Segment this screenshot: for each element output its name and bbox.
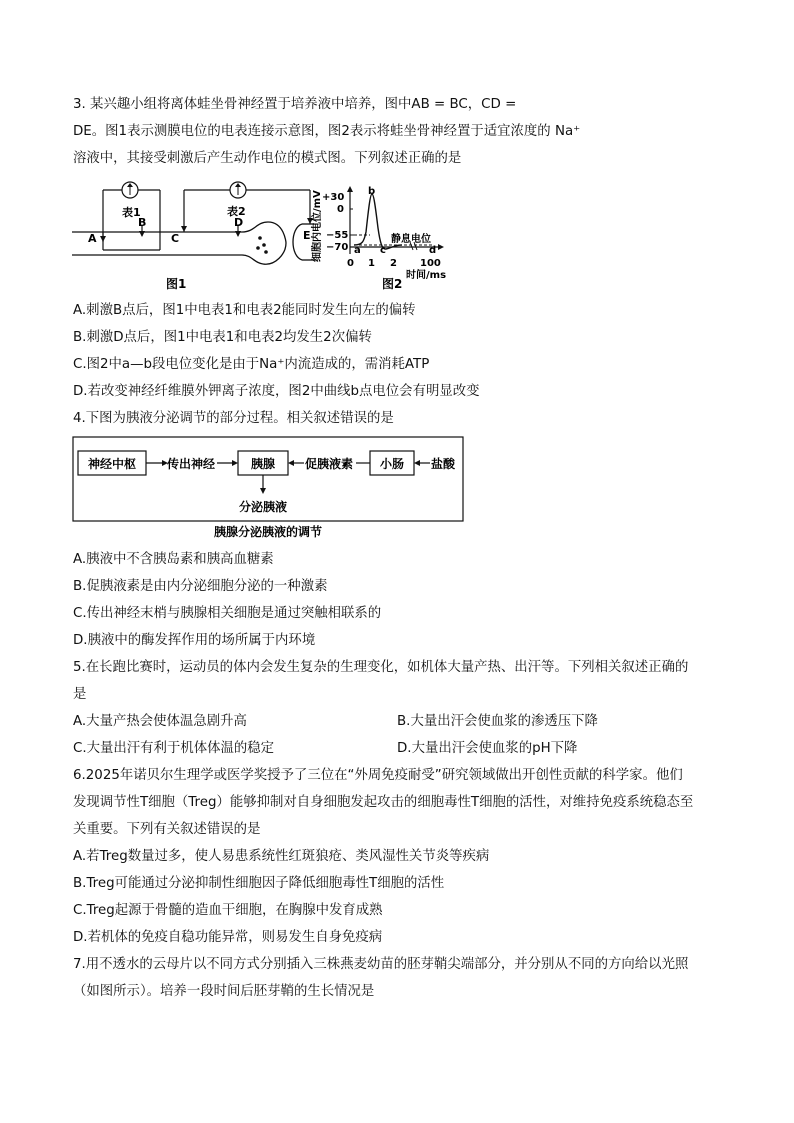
q4-option-b: B.促胰液素是由内分泌细胞分泌的一种激素 (73, 579, 328, 594)
secrete-pancreatic-juice-label: 分泌胰液 (238, 500, 288, 514)
point-b-label: B (138, 216, 147, 229)
figure-2-caption: 图2 (382, 277, 403, 291)
xtick-0: 0 (347, 258, 354, 269)
q6-option-b: B.Treg可能通过分泌抑制性细胞因子降低细胞毒性T细胞的活性 (73, 876, 445, 891)
q3-option-d: D.若改变神经纤维膜外钾离子浓度，图2中曲线b点电位会有明显改变 (73, 384, 480, 399)
xtick-100: 100 (420, 258, 441, 269)
q7-stem-line2: （如图所示）。培养一段时间后胚芽鞘的生长情况是 (73, 984, 375, 999)
q3-option-a: A.刺激B点后，图1中电表1和电表2能同时发生向左的偏转 (73, 303, 416, 318)
q6-stem-line2: 发现调节性T细胞（Treg）能够抑制对自身细胞发起攻击的细胞毒性T细胞的活性，对维持免疫系统稳态至 (73, 795, 694, 810)
figure-1-diagram (70, 176, 315, 294)
q5-stem-line2: 是 (73, 687, 87, 702)
pancreas-regulation-diagram (72, 436, 464, 544)
q6-stem-line1: 6.2025年诺贝尔生理学或医学奖授予了三位在“外周免疫耐受”研究领域做出开创性贡献的科学家。他们 (73, 768, 683, 783)
box-small-intestine: 小肠 (379, 457, 405, 471)
q3-stem-line1: 3. 某兴趣小组将离体蛙坐骨神经置于培养液中培养，图中AB = BC，CD = (73, 97, 517, 112)
q6-option-d: D.若机体的免疫自稳功能异常，则易发生自身免疫病 (73, 930, 383, 945)
hydrochloric-acid-label: 盐酸 (431, 457, 456, 471)
box-nerve-center: 神经中枢 (87, 457, 137, 471)
point-a-label: A (88, 232, 97, 245)
q4-option-d: D.胰液中的酶发挥作用的场所属于内环境 (73, 633, 316, 648)
figure-2-chart (310, 184, 455, 294)
q7-stem-line1: 7.用不透水的云母片以不同方式分别插入三株燕麦幼苗的胚芽鞘尖端部分，并分别从不同的方向给以光照 (73, 957, 689, 972)
q3-option-c: C.图2中a—b段电位变化是由于Na⁺内流造成的，需消耗ATP (73, 357, 430, 372)
figure-1-caption: 图1 (166, 277, 187, 291)
q3-stem-line2: DE。图1表示测膜电位的电表连接示意图，图2表示将蛙坐骨神经置于适宜浓度的 Na⁺ (73, 124, 581, 139)
q5-option-a: A.大量产热会使体温急剧升高 (73, 714, 247, 729)
box-pancreas: 胰腺 (250, 457, 276, 471)
ytick-0: 0 (337, 204, 344, 215)
q6-stem-line3: 关重要。下列有关叙述错误的是 (73, 822, 261, 837)
figure-2-ylabel: 细胞内电位/mV (312, 190, 323, 262)
fig2-point-c: c (380, 245, 386, 256)
q5-option-b: B.大量出汗会使血浆的渗透压下降 (397, 714, 598, 729)
q3-stem-line3: 溶液中，其接受刺激后产生动作电位的模式图。下列叙述正确的是 (73, 151, 462, 166)
q3-option-b: B.刺激D点后，图1中电表1和电表2均发生2次偏转 (73, 330, 372, 345)
point-c-label: C (171, 232, 180, 245)
fig2-point-b: b (368, 186, 376, 197)
diagram-caption: 胰腺分泌胰液的调节 (213, 525, 323, 539)
point-d-label: D (234, 216, 244, 229)
q6-option-a: A.若Treg数量过多，使人易患系统性红斑狼疮、类风湿性关节炎等疾病 (73, 849, 490, 864)
q4-option-a: A.胰液中不含胰岛素和胰高血糖素 (73, 552, 274, 567)
q6-option-c: C.Treg起源于骨髓的造血干细胞，在胸腺中发育成熟 (73, 903, 383, 918)
q4-option-c: C.传出神经末梢与胰腺相关细胞是通过突触相联系的 (73, 606, 382, 621)
secretin-label: 促胰液素 (305, 457, 354, 471)
fig2-point-a: a (354, 245, 361, 256)
resting-potential-label: 静息电位 (391, 234, 431, 245)
point-e-label: E (303, 229, 311, 242)
ytick-plus30: +30 (322, 192, 345, 203)
figure-2-xlabel: 时间/ms (406, 270, 447, 281)
q5-option-c: C.大量出汗有利于机体体温的稳定 (73, 741, 275, 756)
efferent-nerve-label: 传出神经 (167, 457, 216, 471)
meter-1-label: 表1 (122, 206, 141, 219)
meter-2-label: 表2 (227, 205, 246, 218)
q5-stem-line1: 5.在长跑比赛时，运动员的体内会发生复杂的生理变化，如机体大量产热、出汗等。下列相关叙述正确的 (73, 660, 689, 675)
ytick-minus70: −70 (326, 242, 349, 253)
ytick-minus55: −55 (326, 230, 349, 241)
fig2-point-d: d (429, 245, 437, 256)
q5-option-d: D.大量出汗会使血浆的pH下降 (397, 741, 578, 756)
xtick-1: 1 (368, 258, 375, 269)
q4-stem: 4.下图为胰液分泌调节的部分过程。相关叙述错误的是 (73, 411, 394, 426)
xtick-2: 2 (390, 258, 397, 269)
